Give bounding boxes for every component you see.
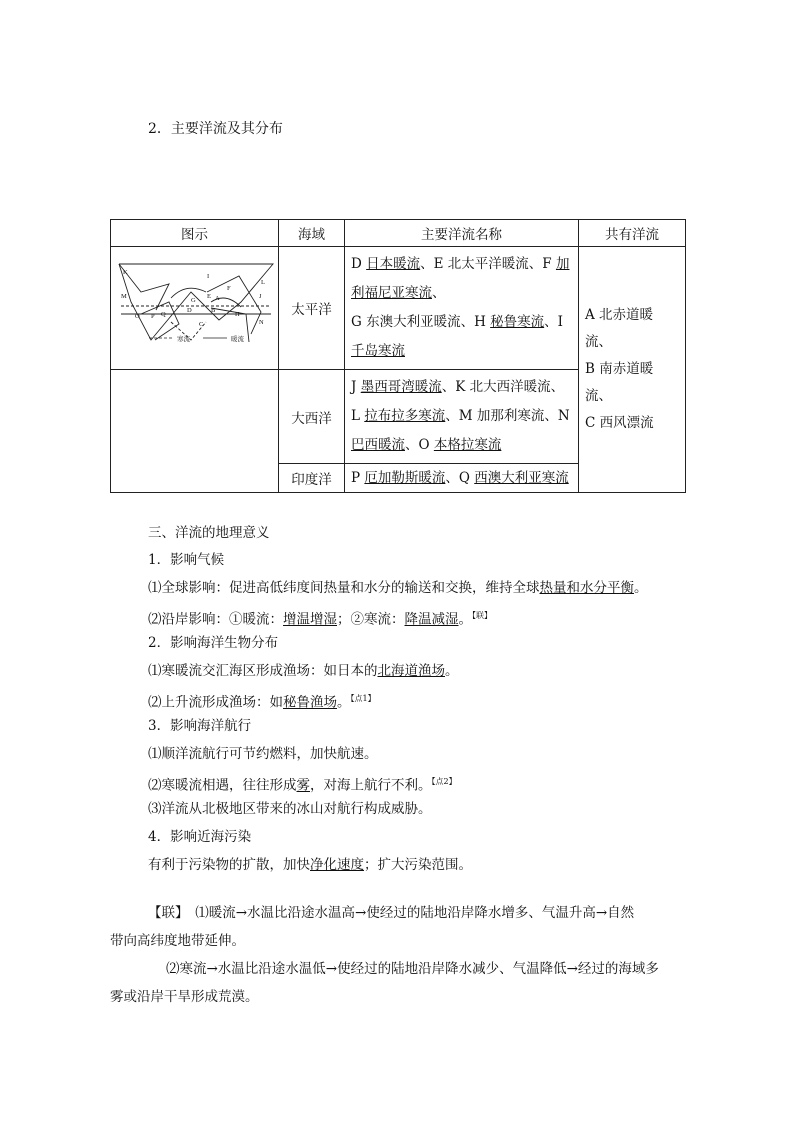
diagram-label-i: I (207, 273, 210, 280)
diagram-label-d: D (187, 307, 192, 314)
text-segment: ；②寒流： (337, 611, 405, 628)
diagram-label-a: A (215, 295, 220, 302)
currents-indian (345, 464, 579, 493)
diagram-blank-cell (111, 370, 279, 493)
text-segment: J (351, 379, 361, 395)
table-row-pacific (111, 247, 686, 370)
currents-atlantic (345, 370, 579, 464)
currents-pacific (345, 247, 579, 370)
text-segment: ⑶洋流从北极地区带来的冰山对航行构成威胁。 (148, 801, 432, 817)
diagram-label-b: B (211, 307, 216, 314)
section3-line (148, 662, 459, 680)
section3-line (148, 690, 376, 712)
underlined-answer: 拉布拉多寒流 (364, 408, 446, 424)
text-segment: 、O (405, 437, 434, 453)
text-segment: P (351, 470, 365, 486)
note-label: 【联】 (148, 905, 182, 921)
diagram-label-o: O (135, 313, 140, 320)
text-segment: ⑴顺洋流航行可节约燃料，加快航速。 (148, 746, 378, 762)
ocean-currents-diagram (111, 262, 277, 354)
text-segment: D (351, 256, 367, 272)
note-line-2: 带向高纬度地带延伸。 (110, 933, 245, 949)
underlined-answer: 降温减湿 (404, 611, 459, 628)
section3-subheading: 2．影响海洋生物分布 (148, 635, 279, 651)
diagram-label-l: L (261, 279, 265, 286)
diagram-label-k: K (123, 269, 128, 276)
text-segment: ⑵上升流形成渔场：如 (148, 694, 283, 711)
section3-line (148, 800, 432, 818)
shared-currents (579, 247, 686, 493)
note-line-1 (148, 898, 634, 928)
text-segment: 有利于污染物的扩散，加快 (148, 857, 310, 873)
underlined-answer: 净化速度 (310, 857, 364, 873)
diagram-label-m: M (121, 293, 127, 300)
underlined-answer: 秘鲁寒流 (490, 314, 545, 330)
diagram-label-q: Q (161, 311, 166, 318)
underlined-answer: 北海道渔场 (377, 663, 445, 679)
header-names: 主要洋流名称 (345, 220, 579, 247)
note-line-3: ⑵寒流→水温比沿途水温低→使经过的陆地沿岸降水减少、气温降低→经过的海域多 (166, 961, 659, 977)
ocean-currents-table (110, 219, 686, 493)
text-segment: 、 (432, 285, 446, 301)
section3-subheading: 3．影响海洋航行 (148, 718, 252, 734)
text-segment: ⑵寒暖流相遇，往往形成 (148, 777, 297, 794)
underlined-answer: 千岛寒流 (351, 343, 405, 359)
diagram-label-g: G (191, 297, 196, 304)
note-text-1: ⑴暖流→水温比沿途水温高→使经过的陆地沿岸降水增多、气温升高→自然 (181, 905, 635, 921)
underlined-answer: 雾 (296, 777, 310, 794)
text-segment: ⑴全球影响：促进高低纬度间热量和水分的输送和交换，维持全球 (148, 580, 540, 596)
section3-line (148, 856, 472, 874)
legend-warm: 暖流 (231, 335, 244, 343)
text-segment: 。 (634, 580, 648, 596)
section3-line (148, 773, 457, 795)
underlined-answer: 西澳大利亚寒流 (474, 470, 569, 486)
underlined-answer: 加利福尼亚寒流 (351, 256, 570, 301)
diagram-cell (111, 247, 279, 370)
diagram-label-c: C (199, 321, 204, 328)
text-segment: 、E 北太平洋暖流、F (420, 256, 556, 272)
underlined-answer: 日本暖流 (366, 256, 421, 272)
text-segment: 。 (458, 611, 472, 628)
text-segment: ，对海上航行不利。 (310, 777, 432, 794)
text-segment: 。 (337, 694, 351, 711)
section-heading-ocean-currents: 2．主要洋流及其分布 (148, 121, 283, 137)
sea-atlantic: 大西洋 (279, 370, 345, 464)
underlined-answer: 热量和水分平衡 (539, 580, 634, 596)
section3-subheading: 4．影响近海污染 (148, 829, 252, 845)
sea-pacific: 太平洋 (279, 247, 345, 370)
section3-line (148, 745, 378, 763)
section3-subheading: 1．影响气候 (148, 552, 225, 568)
header-shared: 共有洋流 (579, 220, 686, 247)
text-segment: ⑴寒暖流交汇海区形成渔场：如日本的 (148, 663, 378, 679)
header-diagram: 图示 (111, 220, 279, 247)
underlined-answer: 本格拉寒流 (433, 437, 502, 453)
note-line-4: 雾或沿岸干旱形成荒漠。 (110, 989, 259, 1005)
diagram-label-e: E (207, 293, 211, 300)
header-sea: 海域 (279, 220, 345, 247)
underlined-answer: 厄加勒斯暖流 (364, 470, 446, 486)
underlined-answer: 增温增湿 (283, 611, 337, 628)
text-segment: 。 (445, 663, 459, 679)
text-segment: 、Q (445, 470, 475, 486)
underlined-answer: 墨西哥湾暖流 (360, 379, 442, 395)
text-segment: G 东澳大利亚暖流、H (351, 314, 491, 330)
underlined-answer: 巴西暖流 (351, 437, 405, 453)
section3-line (148, 579, 648, 597)
legend-cold: 寒流 (177, 335, 190, 343)
text-segment: 、K 北大西洋暖流、L (351, 379, 565, 424)
sea-indian: 印度洋 (279, 464, 345, 493)
underlined-answer: 秘鲁渔场 (283, 694, 337, 711)
reference-mark: 【点1】 (350, 694, 376, 703)
text-segment: ⑵沿岸影响：①暖流： (148, 611, 283, 628)
diagram-label-n: N (259, 319, 264, 326)
reference-mark: 【联】 (472, 611, 492, 620)
table-header-row (111, 220, 686, 247)
shared-current-c: C 西风漂流 (585, 415, 654, 431)
section3-line (148, 607, 492, 629)
shared-current-b: B 南赤道暖流、 (585, 361, 654, 404)
diagram-label-j: J (259, 293, 262, 300)
diagram-label-f: F (227, 285, 231, 292)
shared-current-a: A 北赤道暖流、 (585, 307, 654, 350)
reference-mark: 【点2】 (431, 777, 457, 786)
text-segment: 、M 加那利寒流、N (445, 408, 570, 424)
section3-title: 三、洋流的地理意义 (148, 525, 270, 541)
diagram-label-p: P (151, 313, 155, 320)
diagram-label-h: H (235, 311, 240, 318)
text-segment: 、I (544, 314, 563, 330)
text-segment: ；扩大污染范围。 (364, 857, 472, 873)
